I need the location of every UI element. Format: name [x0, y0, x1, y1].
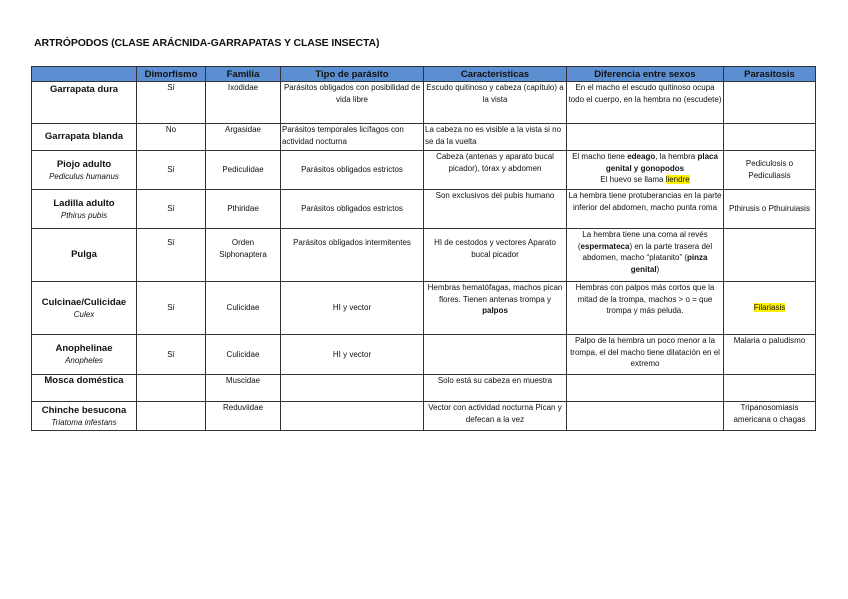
familia-cell: Pediculidae: [206, 151, 281, 190]
species-name: Chinche besucona: [41, 404, 127, 416]
header-cell-parasitosis: Parasitosis: [724, 67, 816, 82]
dimorfismo-cell: Sí: [137, 282, 206, 335]
diferencia-cell: Hembras con palpos más cortos que la mitad de la trompa, machos > o = que trompa y más peluda.: [567, 282, 724, 335]
dimorfismo-cell: [137, 375, 206, 402]
species-cell: [32, 190, 137, 229]
species-name: Garrapata blanda: [44, 131, 124, 142]
species-cell: [32, 82, 137, 124]
species-cell: [32, 282, 137, 335]
species-cell: [32, 402, 137, 431]
arthropods-table: [31, 66, 816, 431]
familia-cell: Argasidae: [206, 124, 281, 151]
diferencia-cell: [567, 229, 724, 282]
dimorfismo-cell: Sí: [137, 82, 206, 124]
diferencia-cell: La hembra tiene protuberancias en la parte inferior del abdomen, macho punta roma: [567, 190, 724, 229]
species-name: Garrapata dura: [49, 84, 119, 95]
caracteristicas-cell: Son exclusivos del pubis humano: [424, 190, 567, 229]
table-row: [32, 124, 816, 151]
header-row: [32, 67, 816, 82]
caracteristicas-text: Hembras hematófagas, machos pican flores. Tienen antenas trompa y: [427, 283, 563, 304]
diferencia-text: El huevo se llama: [600, 175, 666, 185]
species-scientific-name: Anopheles: [65, 356, 103, 365]
species-name: Culcinae/Culicidae: [41, 296, 127, 308]
species-scientific-name: Pediculus humanus: [49, 171, 119, 181]
parasitosis-cell: [724, 82, 816, 124]
familia-cell: Culicidae: [206, 282, 281, 335]
species-name: Mosca doméstica: [44, 375, 124, 386]
species-name: Ladilla adulto: [53, 197, 115, 209]
diferencia-bold: espermateca: [580, 241, 630, 251]
species-name: Anophelinae: [55, 343, 113, 354]
parasitosis-cell: [724, 124, 816, 151]
tipo-cell: Parásitos obligados estrictos: [281, 151, 424, 190]
parasitosis-cell: [724, 375, 816, 402]
tipo-cell: HI y vector: [281, 282, 424, 335]
header-cell-dimorfismo: Dimorfismo: [137, 67, 206, 82]
diferencia-text: ): [656, 264, 660, 274]
species-cell: [32, 375, 137, 402]
parasitosis-cell: [724, 229, 816, 282]
species-cell: [32, 151, 137, 190]
parasitosis-cell: Tripanosomiasis americana o chagas: [724, 402, 816, 431]
diferencia-text: , la hembra: [655, 152, 698, 161]
caracteristicas-cell: Escudo quitinoso y cabeza (capítulo) a la vista: [424, 82, 567, 124]
document-title: ARTRÓPODOS (CLASE ARÁCNIDA-GARRAPATAS Y CLASE INSECTA): [34, 37, 380, 49]
diferencia-cell: [567, 151, 724, 190]
diferencia-cell: En el macho el escudo quitinoso ocupa todo el cuerpo, en la hembra no (escudete): [567, 82, 724, 124]
tipo-cell: [281, 402, 424, 431]
tipo-cell: Parásitos obligados intermitentes: [281, 229, 424, 282]
header-cell-caracteristicas: Características: [424, 67, 567, 82]
diferencia-cell: [567, 402, 724, 431]
parasitosis-cell: Pediculosis o Pediculiasis: [724, 151, 816, 190]
dimorfismo-cell: Sí: [137, 229, 206, 282]
tipo-cell: Parásitos obligados con posibilidad de vida libre: [281, 82, 424, 124]
caracteristicas-cell: La cabeza no es visible a la vista si no se da la vuelta: [424, 124, 567, 151]
header-cell-tipo: Tipo de parásito: [281, 67, 424, 82]
caracteristicas-cell: [424, 335, 567, 375]
species-cell: [32, 229, 137, 282]
parasitosis-cell: [724, 282, 816, 335]
species-scientific-name: Culex: [73, 309, 95, 319]
parasitosis-cell: Malaria o paludismo: [724, 335, 816, 375]
parasitosis-cell: Pthirusis o Pthuiruiasis: [724, 190, 816, 229]
tipo-cell: Parásitos obligados estrictos: [281, 190, 424, 229]
diferencia-bold: placa genital y gonopodos: [605, 152, 718, 173]
dimorfismo-cell: Sí: [137, 151, 206, 190]
table-row: [32, 229, 816, 282]
caracteristicas-cell: Vector con actividad nocturna Pican y defecan a la vez: [424, 402, 567, 431]
diferencia-cell: [567, 124, 724, 151]
header-cell-diferencia: Diferencia entre sexos: [567, 67, 724, 82]
familia-cell: Reduviidae: [206, 402, 281, 431]
species-cell: [32, 124, 137, 151]
species-name: Piojo adulto: [56, 158, 112, 170]
caracteristicas-cell: HI de cestodos y vectores Aparato bucal picador: [424, 229, 567, 282]
species-scientific-name: Triatoma infestans: [51, 417, 117, 427]
tipo-cell: HI y vector: [281, 335, 424, 375]
tipo-cell: Parásitos temporales licífagos con actividad nocturna: [281, 124, 424, 151]
highlighted-term: Filariasis: [753, 303, 786, 313]
diferencia-bold: pinza genital: [630, 253, 708, 274]
table-row: [32, 402, 816, 431]
diferencia-text: ) en la parte trasera del abdomen, macho “platanito” (: [582, 241, 713, 263]
table-row: [32, 375, 816, 402]
tipo-cell: [281, 375, 424, 402]
caracteristicas-bold: palpos: [482, 306, 508, 316]
highlighted-term: liendre: [665, 175, 690, 185]
table-row: [32, 282, 816, 335]
diferencia-bold: edeago: [627, 152, 656, 161]
dimorfismo-cell: [137, 402, 206, 431]
familia-cell: Pthiridae: [206, 190, 281, 229]
species-name: Pulga: [71, 249, 97, 260]
caracteristicas-cell: Solo está su cabeza en muestra: [424, 375, 567, 402]
species-cell: [32, 335, 137, 375]
table-row: [32, 82, 816, 124]
caracteristicas-cell: [424, 282, 567, 335]
dimorfismo-cell: Sí: [137, 190, 206, 229]
familia-cell: Orden Siphonaptera: [206, 229, 281, 282]
diferencia-text: El macho tiene: [572, 152, 628, 161]
familia-cell: Culicidae: [206, 335, 281, 375]
familia-cell: Ixodidae: [206, 82, 281, 124]
diferencia-text: La hembra tiene una coma al revés (: [577, 230, 708, 251]
caracteristicas-cell: Cabeza (antenas y aparato bucal picador), tórax y abdomen: [424, 151, 567, 190]
table-row: [32, 190, 816, 229]
diferencia-cell: [567, 375, 724, 402]
header-cell-name: [32, 67, 137, 82]
table-row: [32, 151, 816, 190]
species-scientific-name: Pthirus pubis: [60, 210, 108, 220]
header-cell-familia: Familia: [206, 67, 281, 82]
diferencia-cell: Palpo de la hembra un poco menor a la trompa, el del macho tiene dilatación en el extremo: [567, 335, 724, 375]
dimorfismo-cell: No: [137, 124, 206, 151]
table-row: [32, 335, 816, 375]
familia-cell: Muscidae: [206, 375, 281, 402]
dimorfismo-cell: Sí: [137, 335, 206, 375]
